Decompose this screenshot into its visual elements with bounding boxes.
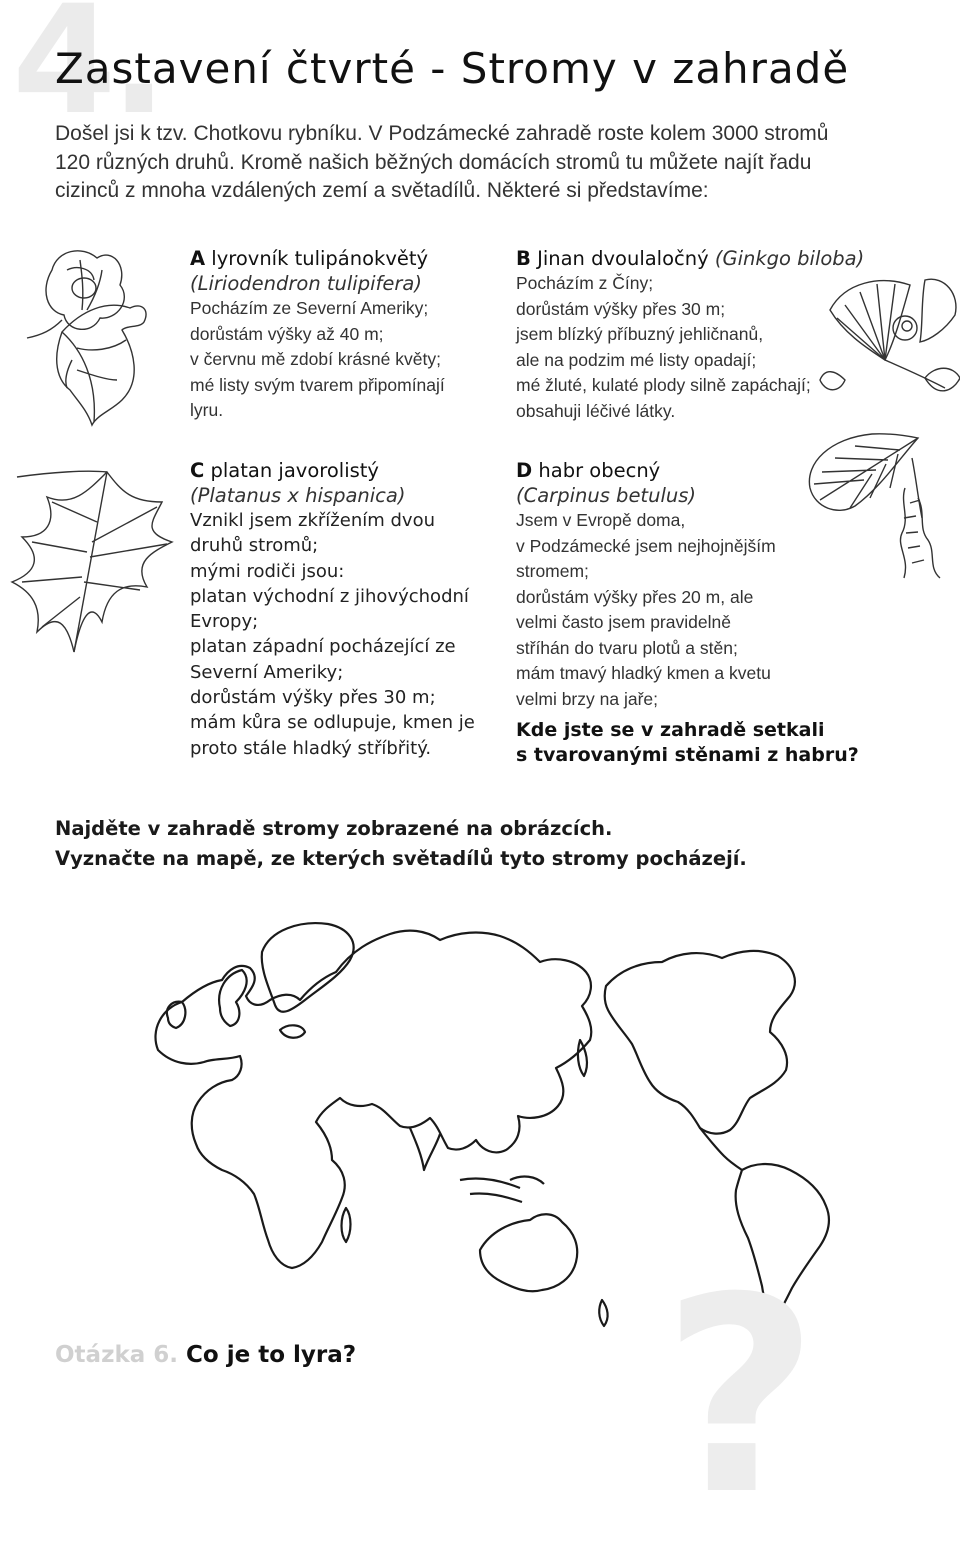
tree-c-card	[190, 458, 510, 761]
map-madagascar	[342, 1208, 351, 1242]
tree-a-name: lyrovník tulipánokvětý	[211, 247, 429, 270]
page-title: Zastavení čtvrté - Stromy v zahradě	[55, 44, 850, 93]
tree-c-line: Severní Ameriky;	[190, 661, 344, 683]
tree-d-line: dorůstám výšky přes 20 m, ale	[516, 586, 754, 607]
tree-b-heading	[516, 246, 906, 271]
tree-b-line: obsahuji léčivé látky.	[516, 400, 676, 421]
tree-b-card	[516, 246, 906, 424]
question-label: Otázka 6.	[55, 1342, 179, 1368]
hornbeam-question	[516, 718, 896, 768]
map-north-america	[605, 951, 795, 1134]
tree-a-line: Pocházím ze Severní Ameriky;	[190, 298, 429, 318]
tree-d-line: velmi často jsem pravidelně	[516, 612, 731, 632]
intro-line: cizinců z mnoha vzdálených zemí a světadílů. Některé si představíme:	[55, 179, 709, 202]
tree-d-line: v Podzámecké jsem nejhojnějším	[516, 535, 776, 556]
task-line: Najděte v zahradě stromy zobrazené na obrázcích.	[55, 817, 613, 840]
tree-c-line: Evropy;	[190, 611, 259, 633]
tree-a-line: dorůstám výšky až 40 m;	[190, 323, 384, 344]
tree-c-line: platan východní z jihovýchodní	[190, 585, 469, 607]
tree-b-line: Pocházím z Číny;	[516, 273, 654, 293]
intro-line: 120 různých druhů. Kromě našich běžných domácích stromů tu můžete najít řadu	[55, 150, 812, 174]
tree-b-name: Jinan dvoulaločný	[537, 247, 709, 270]
tree-d-line: mám tmavý hladký kmen a kvetu	[516, 663, 771, 683]
tree-d-heading	[516, 458, 896, 483]
map-britain	[167, 1002, 185, 1028]
tree-a-line: v červnu mě zdobí krásné květy;	[190, 349, 441, 369]
tree-a-line: lyru.	[190, 400, 224, 420]
tree-c-line: druhů stromů;	[190, 535, 319, 557]
tree-b-line: dorůstám výšky přes 30 m;	[516, 298, 726, 319]
tree-d-card	[516, 458, 896, 768]
tree-a-heading	[190, 246, 500, 271]
tree-d-line: stromem;	[516, 561, 589, 581]
tree-b-latin: (Ginkgo biloba)	[714, 247, 865, 270]
tree-c-letter: C	[190, 459, 205, 482]
tree-c-line: mám kůra se odlupuje, kmen je	[190, 712, 475, 734]
question-6	[55, 1342, 356, 1368]
tree-d-name: habr obecný	[538, 459, 661, 482]
tree-a-card	[190, 246, 500, 424]
tree-d-latin: (Carpinus betulus)	[516, 484, 696, 507]
tree-b-line: ale na podzim mé listy opadají;	[516, 349, 757, 370]
tree-c-line: platan západní pocházející ze	[190, 636, 456, 658]
plane-tree-illustration	[12, 462, 187, 662]
map-new-zealand	[599, 1300, 607, 1326]
tree-c-heading	[190, 458, 510, 483]
tree-b-line: mé žluté, kulaté plody silně zapáchají;	[516, 375, 811, 395]
tree-d-line: Jsem v Evropě doma,	[516, 510, 686, 530]
decorative-question-mark: ?	[662, 1239, 819, 1554]
tree-b-line: jsem blízký příbuzný jehličnanů,	[516, 324, 764, 344]
tree-c-line: dorůstám výšky přes 30 m;	[190, 687, 436, 709]
tree-c-line: proto stále hladký stříbřitý.	[190, 737, 432, 759]
question-text: Co je to lyra?	[186, 1342, 357, 1368]
tree-c-line: mými rodiči jsou:	[190, 560, 345, 582]
tree-d-line: velmi brzy na jaře;	[516, 688, 658, 709]
task-line: Vyznačte na mapě, ze kterých světadílů tyto stromy pocházejí.	[55, 847, 747, 870]
stop-number: 4.	[12, 0, 162, 148]
tree-c-name: platan javorolistý	[210, 459, 379, 482]
map-india	[410, 1128, 440, 1170]
tree-b-letter: B	[516, 247, 531, 270]
map-eurasia-africa	[155, 931, 591, 1268]
tree-a-latin: (Liriodendron tulipifera)	[190, 272, 422, 295]
task-instructions	[55, 814, 747, 874]
tree-c-line: Vznikl jsem zkřížením dvou	[190, 510, 435, 531]
tulip-tree-illustration	[22, 240, 182, 450]
tree-a-line: mé listy svým tvarem připomínají	[190, 374, 445, 395]
tree-d-letter: D	[516, 459, 533, 482]
map-indonesia	[460, 1177, 544, 1202]
hornbeam-question-line: Kde jste se v zahradě setkali	[516, 719, 825, 741]
map-australia	[480, 1214, 577, 1291]
intro-line: Došel jsi k tzv. Chotkovu rybníku. V Podzámecké zahradě roste kolem 3000 stromů	[55, 122, 829, 145]
tree-a-letter: A	[190, 247, 206, 270]
map-iceland	[280, 1025, 305, 1037]
intro-text	[55, 120, 935, 206]
tree-c-latin: (Platanus x hispanica)	[190, 484, 406, 507]
hornbeam-question-line: s tvarovanými stěnami z habru?	[516, 744, 859, 766]
tree-d-line: stříhán do tvaru plotů a stěn;	[516, 637, 738, 658]
